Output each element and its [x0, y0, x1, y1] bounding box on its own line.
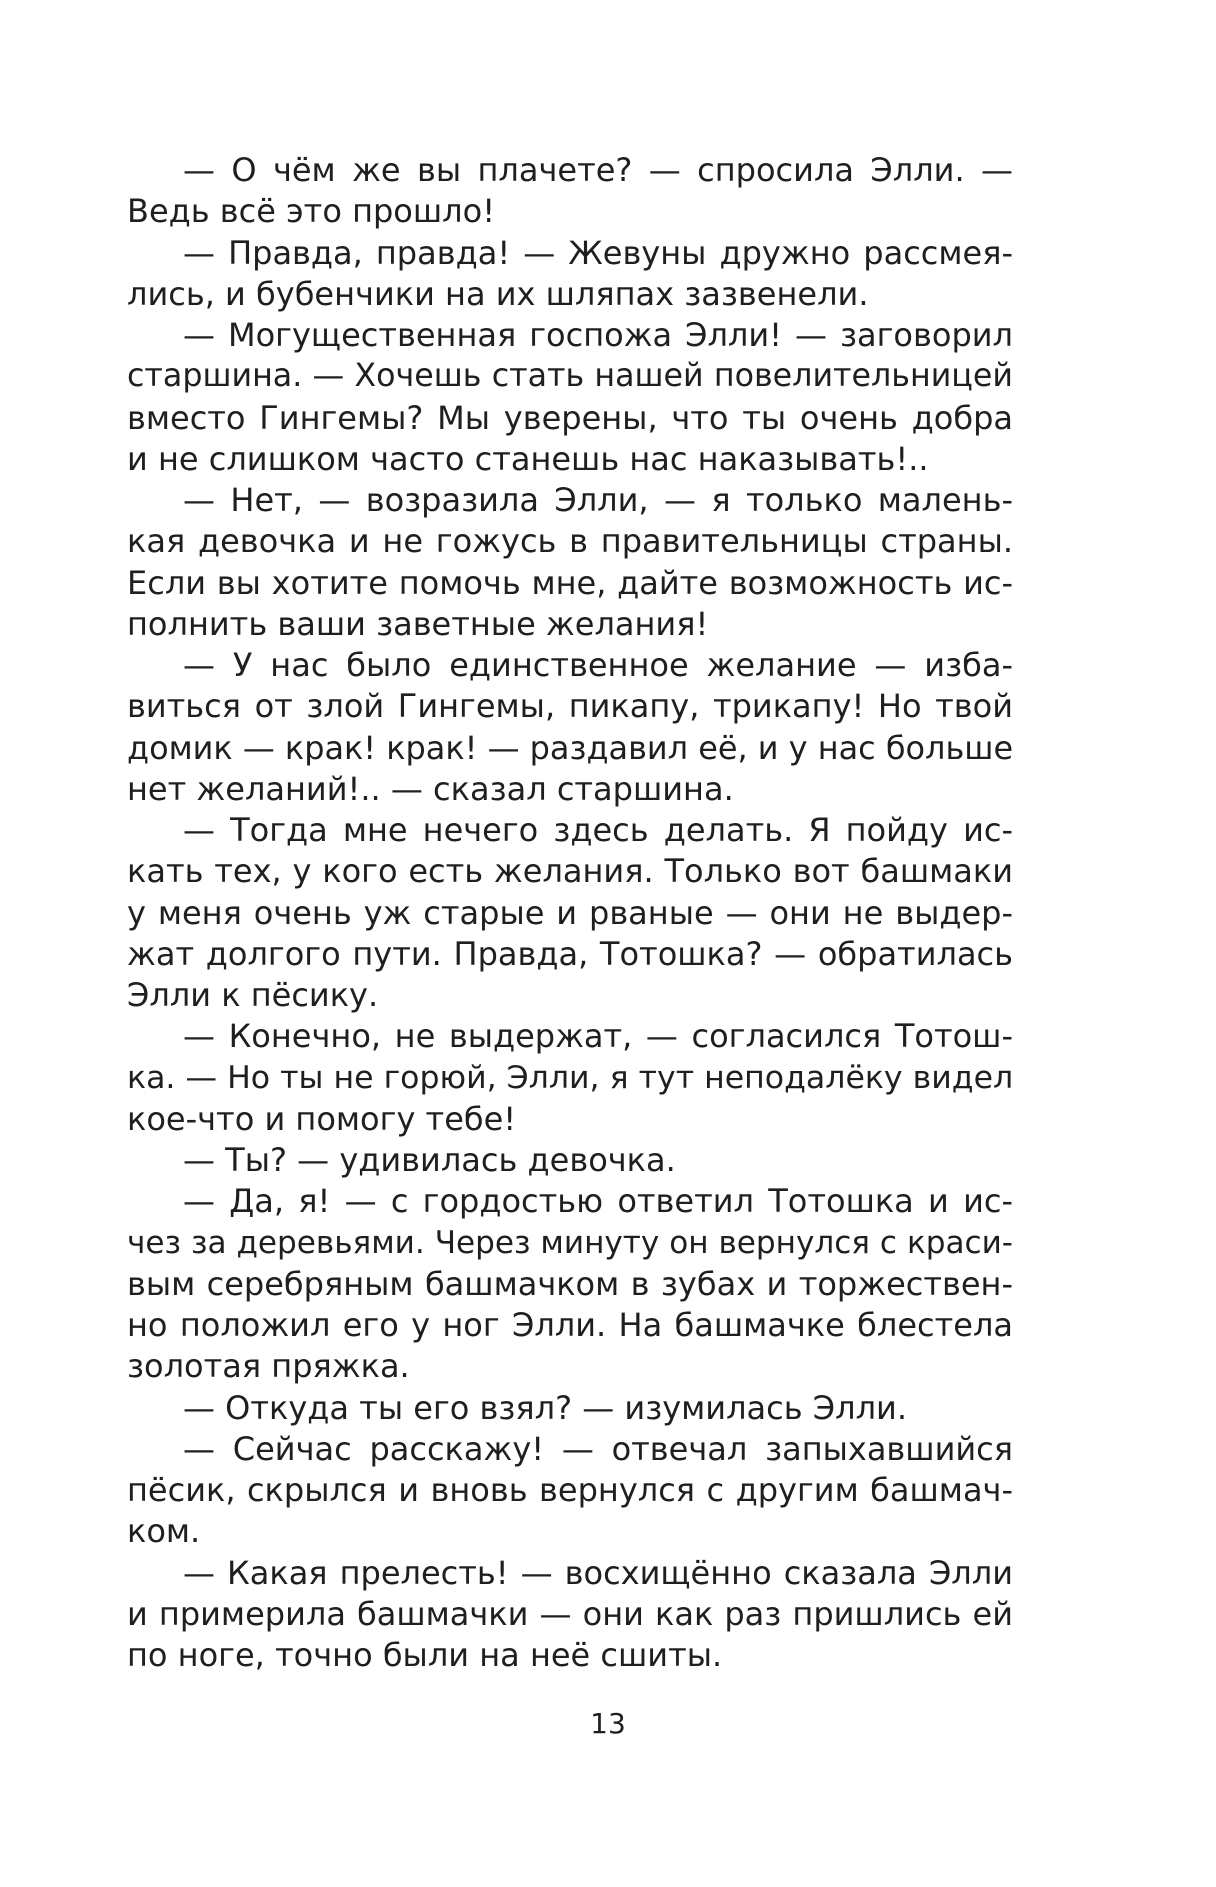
text-line: Элли к пёсику.: [127, 976, 379, 1014]
text-line: Ведь всё это прошло!: [127, 192, 496, 231]
text-line: по ноге, точно были на неё сшиты.: [127, 1636, 723, 1674]
text-line: ком.: [127, 1512, 201, 1551]
text-line: — Да, я! — с гордостью ответил Тотошка и ис-: [183, 1182, 1013, 1221]
text-line: вым серебряным башмачком в зубах и торжествен-: [127, 1264, 1013, 1303]
text-line: — Конечно, не выдержат, — согласился Тотош-: [183, 1017, 1013, 1056]
text-line: — Правда, правда! — Жевуны дружно рассмея-: [183, 233, 1013, 272]
text-line: домик — крак! крак! — раздавил её, и у нас больше: [127, 728, 1014, 767]
paragraph: [127, 480, 1013, 645]
text-line: — Откуда ты его взял? — изумилась Элли.: [183, 1388, 907, 1427]
paragraph: [127, 1388, 1013, 1429]
paragraph: [127, 1140, 1013, 1181]
text-line: золотая пряжка.: [127, 1347, 410, 1386]
text-line: кое-что и помогу тебе!: [127, 1099, 517, 1138]
text-line: кая девочка и не гожусь в правительницы страны.: [127, 522, 1013, 561]
text-line: у меня очень уж старые и рваные — они не выдер-: [127, 893, 1013, 932]
paragraph: [127, 1181, 1013, 1387]
paragraph: [127, 315, 1013, 480]
text-line: — Нет, — возразила Элли, — я только малень-: [183, 481, 1013, 519]
text-line: Если вы хотите помочь мне, дайте возможность ис-: [127, 563, 1013, 602]
text-line: и примерила башмачки — они как раз пришлись ей: [127, 1594, 1013, 1633]
text-line: и не слишком часто станешь нас наказывать!..: [127, 439, 929, 478]
text-line: — О чём же вы плачете? — спросила Элли. —: [183, 151, 1013, 189]
text-line: чез за деревьями. Через минуту он вернулся с краси-: [127, 1224, 1013, 1261]
text-line: пёсик, скрылся и вновь вернулся с другим башмач-: [127, 1471, 1013, 1509]
paragraph: [127, 1553, 1013, 1677]
page-text: [127, 150, 1013, 1676]
text-line: виться от злой Гингемы, пикапу, трикапу! Но твой: [127, 687, 1013, 726]
text-line: нет желаний!.. — сказал старшина.: [127, 769, 734, 808]
paragraph: [127, 810, 1013, 1016]
text-line: — Сейчас расскажу! — отвечал запыхавшийся: [183, 1429, 1013, 1468]
paragraph: [127, 1016, 1013, 1140]
text-line: старшина. — Хочешь стать нашей повелительницей: [127, 358, 1013, 395]
page-number: 13: [590, 1707, 626, 1740]
text-line: но положил его у ног Элли. На башмачке блестела: [127, 1306, 1013, 1344]
text-line: — Какая прелесть! — восхищённо сказала Элли: [183, 1553, 1013, 1592]
text-line: — Ты? — удивилась девочка.: [183, 1141, 676, 1179]
text-line: — Тогда мне нечего здесь делать. Я пойду ис-: [183, 811, 1013, 849]
text-line: кать тех, у кого есть желания. Только вот башмаки: [127, 852, 1013, 891]
text-line: — У нас было единственное желание — изба-: [183, 646, 1013, 684]
text-line: лись, и бубенчики на их шляпах зазвенели.: [127, 274, 869, 313]
text-line: полнить ваши заветные желания!: [127, 604, 709, 643]
paragraph: [127, 150, 1013, 233]
text-line: — Могущественная госпожа Элли! — заговорил: [183, 316, 1013, 354]
text-line: вместо Гингемы? Мы уверены, что ты очень добра: [127, 398, 1013, 437]
paragraph: [127, 645, 1013, 810]
paragraph: [127, 233, 1013, 316]
text-line: ка. — Но ты не горюй, Элли, я тут неподалёку видел: [127, 1059, 1014, 1096]
paragraph: [127, 1429, 1013, 1553]
text-line: жат долгого пути. Правда, Тотошка? — обратилась: [127, 934, 1013, 973]
